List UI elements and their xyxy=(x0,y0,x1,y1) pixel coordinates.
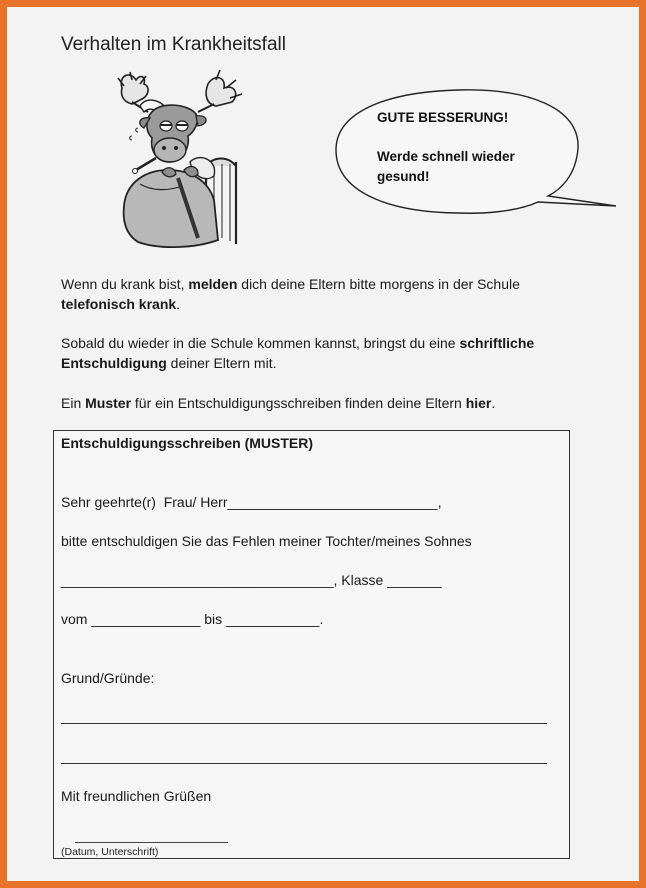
para3-bold-muster: Muster xyxy=(85,395,132,411)
form-reason-label: Grund/Gründe: xyxy=(61,670,155,686)
form-heading: Entschuldigungsschreiben (MUSTER) xyxy=(61,435,314,451)
para3-text-e: . xyxy=(491,395,496,411)
para3-text-a: Ein xyxy=(61,395,86,411)
para2-text-d: deiner Eltern mit. xyxy=(166,355,277,371)
form-date-range-line: vom ______________ bis ____________. xyxy=(61,611,324,627)
signature-line xyxy=(75,842,228,843)
bubble-line-2: Werde schnell wieder xyxy=(377,149,515,164)
page-title: Verhalten im Krankheitsfall xyxy=(61,34,286,55)
para1-bold-telefonisch: telefonisch krank xyxy=(61,296,177,312)
paragraph-report-sick xyxy=(61,274,520,314)
para1-bold-melden: melden xyxy=(188,276,238,292)
paragraph-written-excuse xyxy=(61,333,534,373)
para1-text-c: dich deine Eltern bitte morgens in der Schule xyxy=(237,276,520,292)
bubble-line-3: gesund! xyxy=(377,169,430,184)
reason-blank-line-2 xyxy=(61,763,547,764)
bubble-line-1: GUTE BESSERUNG! xyxy=(377,110,509,125)
form-closing: Mit freundlichen Grüßen xyxy=(61,788,212,804)
para1-text-e: . xyxy=(176,296,181,312)
signature-caption: (Datum, Unterschrift) xyxy=(61,846,159,858)
para2-bold-schriftliche: schriftliche xyxy=(459,335,535,351)
form-name-class-line: ___________________________________, Klasse _______ xyxy=(61,572,442,588)
para2-bold-entschuldigung: Entschuldigung xyxy=(61,355,167,371)
form-body-line: bitte entschuldigen Sie das Fehlen meiner Tochter/meines Sohnes xyxy=(61,533,472,549)
form-salutation-line: Sehr geehrte(r) Frau/ Herr___________________________, xyxy=(61,494,442,510)
para3-text-c: für ein Entschuldigungsschreiben finden deine Eltern xyxy=(131,395,466,411)
reason-blank-line-1 xyxy=(61,723,547,724)
para2-text-a: Sobald du wieder in die Schule kommen kannst, bringst du eine xyxy=(61,335,460,351)
para3-bold-hier: hier xyxy=(465,395,492,411)
sick-moose-illustration xyxy=(110,66,250,252)
para1-text-a: Wenn du krank bist, xyxy=(61,276,189,292)
paragraph-template-hint xyxy=(61,393,495,413)
